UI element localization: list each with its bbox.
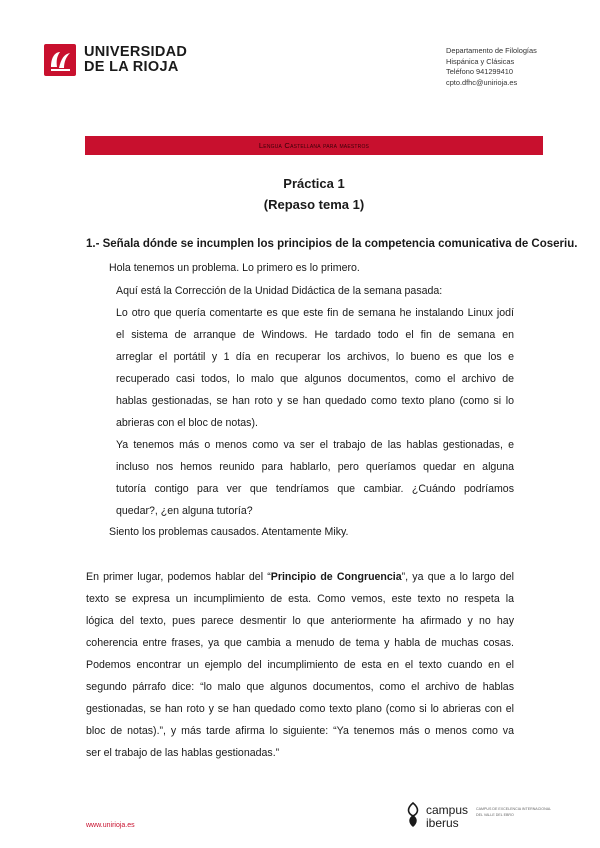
campus-subtitle <box>476 806 556 818</box>
answer-line: ser el trabajo de las hablas gestionadas.” <box>86 747 280 759</box>
question-heading: 1.- Señala dónde se incumplen los principios de la competencia comunicativa de Coseriu. <box>86 238 578 250</box>
principle-name: Principio de Congruencia <box>270 571 402 583</box>
department-email: cpto.dfhc@unirioja.es <box>446 77 518 87</box>
quote-p2-line: quedar?, ¿en alguna tutoría? <box>116 505 253 517</box>
quote-p1-line: hablas gestionadas, se han roto y se han quedado como texto plano (como si lo <box>116 395 514 407</box>
quote-p1-line: arreglar el portátil y 1 día en recuperar los archivos, lo bueno es que los e <box>116 351 514 363</box>
practice-title: Práctica 1 <box>283 176 345 191</box>
quote-closing: Siento los problemas causados. Atentamente Miky. <box>109 526 349 538</box>
quote-p1-line: el sistema de arranque de Windows. He tardado todo el fin de semana en <box>116 329 514 341</box>
campus-subtitle-line: DEL VALLE DEL EBRO <box>476 813 514 817</box>
quote-p2-line: tutoría contigo para ver que tendríamos que cambiar. ¿Cuándo podríamos <box>116 483 514 495</box>
university-name <box>84 45 187 75</box>
answer-line: texto se expresa un incumplimiento de esta. Como vemos, este texto no respeta la <box>86 593 514 605</box>
answer-line: segundo párrafo dice: “lo malo que algunos documentos, como el archivo de hablas <box>86 681 514 693</box>
quote-p1-line: Lo otro que quería comentarte es que este fin de semana he instalando Linux jodí <box>116 307 514 319</box>
department-line: Hispánica y Clásicas <box>446 56 515 66</box>
quote-p1-line: recuperado casi todos, lo malo que algunos documentos, como el archivo de <box>116 373 514 385</box>
quote-p2-line: Ya tenemos más o menos como va ser el trabajo de las hablas gestionadas, e <box>116 439 514 451</box>
campus-line2: iberus <box>426 816 459 830</box>
quote-greeting: Hola tenemos un problema. Lo primero es lo primero. <box>109 262 360 274</box>
department-info <box>446 46 586 88</box>
answer-line: bloc de notas).”, y más tarde afirma lo siguiente: “Ya tenemos más o menos como va <box>86 725 514 737</box>
campus-iberus-icon <box>404 802 422 833</box>
university-name-line2: DE LA RIOJA <box>84 59 179 75</box>
quote-intro: Aquí está la Corrección de la Unidad Didáctica de la semana pasada: <box>116 285 443 297</box>
university-logo-icon <box>44 44 76 76</box>
course-banner-text: Lengua Castellana para maestros <box>258 141 370 150</box>
quote-p1-line: abrieras con el bloc de notas). <box>116 417 258 429</box>
footer-url: www.unirioja.es <box>86 822 135 829</box>
quote-p2-line: incluso nos hemos reunido para hablarlo, pero queríamos quedar en alguna <box>116 461 514 473</box>
answer-line: gestionadas, se han roto y se han quedado como texto plano (como si lo abrieras con el <box>86 703 514 715</box>
practice-subtitle: (Repaso tema 1) <box>263 197 365 212</box>
course-banner <box>85 136 543 155</box>
university-name-line1: UNIVERSIDAD <box>84 44 188 60</box>
campus-iberus-logo <box>426 804 468 830</box>
answer-line: lógica del texto, pues parece desmentir lo que anteriormente ha afirmado y no hay <box>86 615 514 627</box>
campus-subtitle-line: CAMPUS DE EXCELENCIA INTERNACIONAL <box>476 807 552 811</box>
answer-line: Podemos encontrar un ejemplo del incumplimiento de esta en el texto cuando en el <box>86 659 514 671</box>
answer-line: coherencia entre frases, ya que cambia a menudo de tema y habla de muchas cosas. <box>86 637 514 649</box>
department-line: Departamento de Filologías <box>446 46 537 55</box>
department-phone: Teléfono 941299410 <box>446 67 513 76</box>
answer-line1-post: ”, ya que a lo largo del <box>401 571 515 583</box>
answer-line1-pre: En primer lugar, podemos hablar del “ <box>86 571 271 583</box>
answer-line <box>86 571 514 583</box>
campus-line1: campus <box>426 803 469 817</box>
